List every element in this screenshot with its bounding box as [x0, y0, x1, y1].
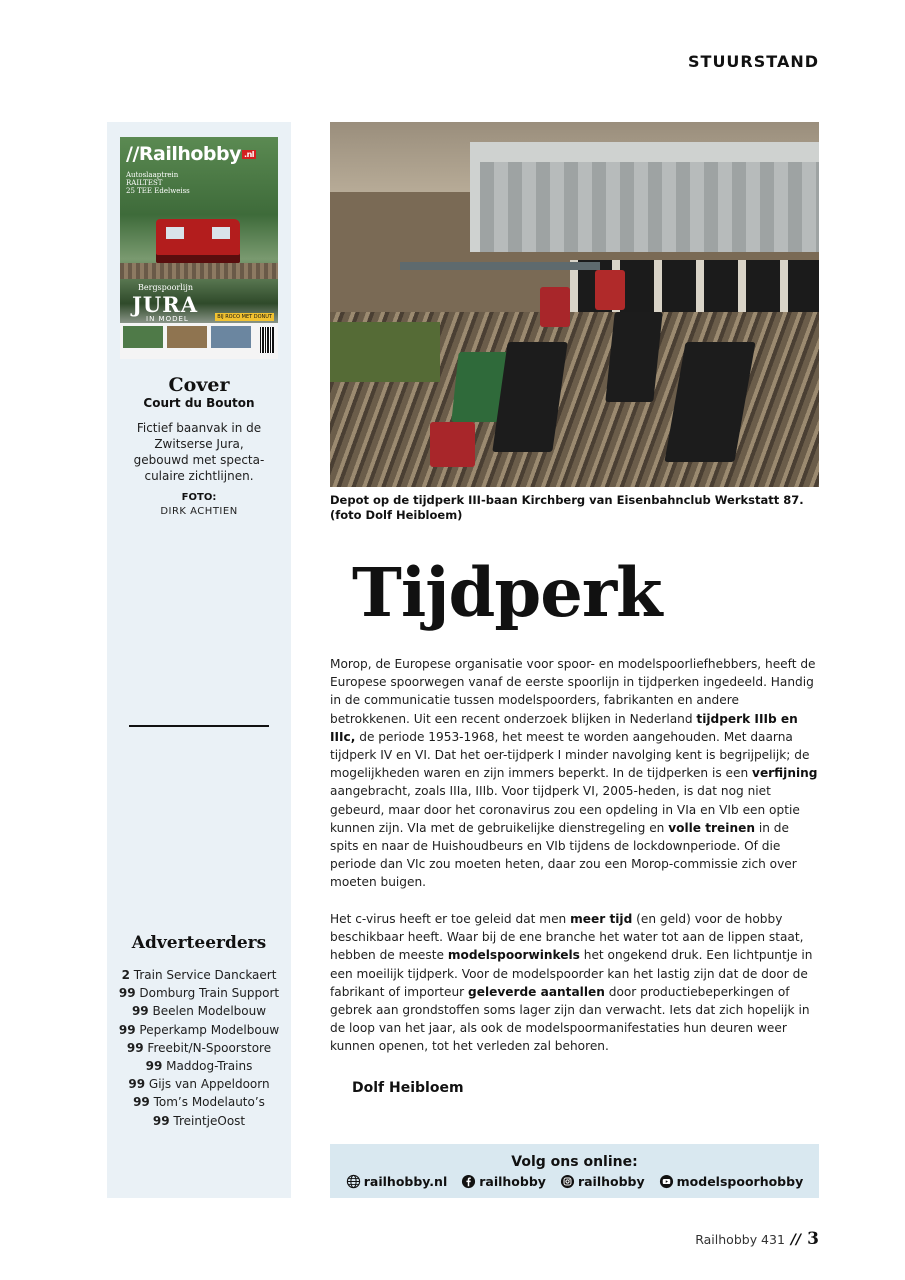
advertiser-item[interactable]: 99 Peperkamp Modelbouw — [118, 1022, 280, 1037]
advertiser-item[interactable]: 99 Gijs van Appeldoorn — [128, 1077, 270, 1092]
divider — [129, 725, 269, 727]
article-author: Dolf Heibloem — [352, 1080, 464, 1096]
cover-thumbnail — [123, 326, 163, 348]
globe-icon — [346, 1174, 361, 1189]
cover-logo: //Railhobby .nl — [126, 143, 255, 165]
magazine-cover-image[interactable] — [120, 137, 278, 359]
photo-grass — [330, 322, 440, 382]
footer-separator: // — [790, 1232, 802, 1248]
cover-tag: BIJ ROCO MET DONUT — [217, 314, 272, 320]
youtube-link[interactable]: modelspoorhobby — [659, 1174, 804, 1189]
cover-thumbnail — [211, 326, 251, 348]
follow-us-box — [330, 1144, 819, 1198]
advertisers-heading: Adverteerders — [131, 933, 267, 953]
photo-credit: DIRK ACHTIEN — [160, 506, 238, 517]
cover-title-small: Bergspoorlijn — [138, 283, 193, 292]
advertisers-list — [111, 966, 287, 1130]
follow-title: Volg ons online: — [511, 1154, 638, 1170]
cover-locomotive — [156, 219, 240, 263]
advertiser-item[interactable]: 99 Tom’s Modelauto’s — [133, 1095, 265, 1110]
advertiser-item[interactable]: 99 Domburg Train Support — [118, 986, 280, 1001]
article-headline: Tijdperk — [352, 553, 662, 632]
cover-thumbnail-strip — [120, 323, 278, 359]
photo-roof — [480, 162, 819, 252]
photo-red-railcar — [595, 270, 625, 310]
magazine-issue: Railhobby 431 — [695, 1232, 785, 1247]
instagram-link[interactable]: railhobby — [560, 1174, 645, 1189]
article-paragraph: Het c-virus heeft er toe geleid dat men meer tijd (en geld) voor de hobby beschikbaar heeft. Waar bij de ene branche het water tot aan de lippen staat, hebben de meeste modelspoorwinkels het ongekend druk. Een lichtpuntje in een moeilijk tijdperk. Voor de modelspoorder kan het lastig zijn dat de door de fabrikant of importeur geleverde aantallen door productiebeperkingen of gebrek aan grondstoffen soms lager zijn dan verwacht. Iets dat zich hopelijk in de loop van het jaar, als ook de modelspoormanifestaties hun deuren weer kunnen openen, tot het verleden zal behoren. — [330, 912, 813, 1054]
photo-steam-locomotive — [605, 312, 662, 402]
advertiser-item[interactable]: 99 Freebit/N-Spoorstore — [126, 1040, 272, 1055]
barcode-icon — [260, 327, 274, 353]
advertiser-item[interactable]: 99 TreintjeOost — [152, 1113, 246, 1128]
cover-subtitle: IN MODEL — [146, 315, 189, 323]
page-footer — [695, 1229, 819, 1249]
advertiser-item[interactable]: 99 Maddog-Trains — [145, 1059, 253, 1074]
page-number: 3 — [807, 1229, 819, 1249]
facebook-link[interactable]: railhobby — [461, 1174, 546, 1189]
social-links — [330, 1174, 819, 1189]
sidebar — [107, 122, 291, 1198]
advertiser-item[interactable]: 99 Beelen Modelbouw — [131, 1004, 267, 1019]
advertiser-item[interactable]: 2 Train Service Danckaert — [121, 968, 277, 982]
section-label: STUURSTAND — [688, 52, 819, 71]
cover-subheading: Court du Bouton — [143, 396, 255, 410]
website-link[interactable]: railhobby.nl — [346, 1174, 447, 1189]
facebook-icon — [461, 1174, 476, 1189]
instagram-icon — [560, 1174, 575, 1189]
cover-headlines: Autoslaaptrein RAILTEST 25 TEE Edelweiss — [126, 171, 190, 195]
article-paragraph: Morop, de Europese organisatie voor spoor- en modelspoorliefhebbers, heeft de Europese spoorwegen vanaf de eerste spoorlijn in tijdperken ingedeeld. Handig in de communicatie tussen modelspoorders, fabrikanten en andere betrokkenen. Uit een recent onderzoek blijken in Nederland tijdperk IIIb en IIIc, de periode 1953-1968, het meest te worden aangehouden. Met daarna tijdperk IV en VI. Dat het oer-tijdperk I minder navolging kent is begrijpelijk; de mogelijkheden waren en zijn immers beperkt. In de tijdperken is een verfijning aangebracht, zoals IIIa, IIIb. Voor tijdperk VI, 2005-heden, is dat nog niet gebeurd, maar door het coronavirus zou een opdeling in VIa en VIb een optie kunnen zijn. VIa met de gebruikelijke dienstregeling en volle treinen in de spits en naar de Huishoudbeurs en VIb tijdens de lockdownperiode. Of die periode dan VIc zou moeten heten, daar zou een Morop-commissie zich over moeten buigen. — [330, 657, 818, 890]
photo-red-locomotive — [430, 422, 475, 467]
cover-track — [120, 263, 278, 279]
cover-thumbnail — [167, 326, 207, 348]
cover-description: Fictief baanvak in de Zwitserse Jura, gebouwd met specta-culaire zichtlijnen. — [133, 421, 265, 483]
cover-title: JURA — [132, 292, 198, 317]
photo-red-railcar — [540, 287, 570, 327]
cover-heading: Cover — [168, 374, 230, 396]
depot-photo[interactable] — [330, 122, 819, 487]
youtube-icon — [659, 1174, 674, 1189]
photo-gantry — [400, 262, 600, 270]
photo-caption: Depot op de tijdperk III-baan Kirchberg van Eisenbahnclub Werkstatt 87. (foto Dolf Heibloem) — [330, 493, 804, 522]
photo-label: FOTO: — [181, 492, 217, 503]
